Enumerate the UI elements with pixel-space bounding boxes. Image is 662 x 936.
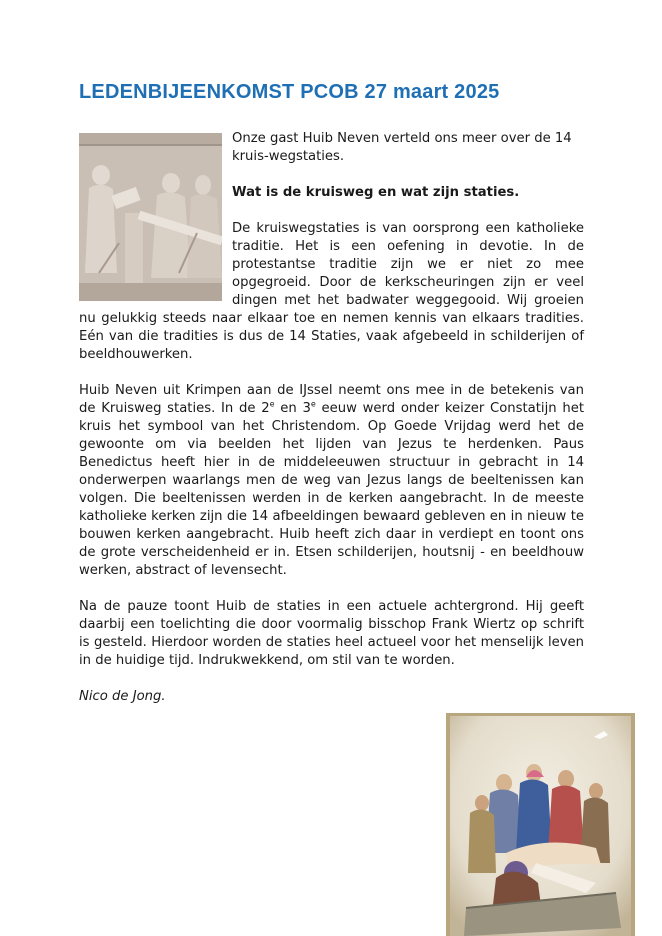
paragraph-2-part-1: Huib Neven uit Krimpen aan de IJssel neemt ons mee in de betekenis van de Kruisweg staties. In de 2 bbox=[79, 383, 584, 416]
article-body bbox=[79, 130, 584, 724]
paragraph-1: De kruiswegstaties is van oorsprong een katholieke traditie. Het is een oefening in devotie. In de protestantse traditie zijn we er niet zo mee opgegroeid. Door de kerkscheuringen zijn er veel dingen met het badwater weggegooid. Wij groeien nu gelukkig steeds naar elkaar toe en nemen kennis van elkaars tradities. Eén van die tradities is dus de 14 Staties, vaak afgebeeld in schilderijen of beeldhouwerken. bbox=[79, 221, 584, 362]
paragraph-2-part-2: en 3 bbox=[274, 401, 311, 416]
superscript-e-2: e bbox=[310, 399, 316, 409]
paragraph-3: Na de pauze toont Huib de staties in een actuele achtergrond. Hij geeft daarbij een toelichting die door voormalig bisschop Frank Wiertz op schrift is gesteld. Hierdoor worden de staties heel actueel voor het menselijk leven in de huidige tijd. Indrukwekkend, om stil van te worden. bbox=[79, 599, 584, 668]
stations-of-the-cross-painting bbox=[446, 713, 635, 936]
paragraph-2-part-3: eeuw werd onder keizer Constatijn het kruis het symbool van het Christendom. Op Goede Vrijdag werd het de gewoonte om via beelden het lijden van Jezus te herdenken. Paus Benedictus heeft hier in de middeleeuwen structuur in gebracht in 14 onderwerpen waarlangs men de weg van Jezus langs de beeltenissen kan volgen. Die beeltenissen werden in de kerken aangebracht. In de meeste katholieke kerken zijn die 14 afbeeldingen bewaard gebleven en in nieuw te bouwen kerken aangebracht. Huib heeft zich daar in verdiept en toont ons de grote verscheidenheid er in. Etsen schilderijen, houtsnij - en beeldhouw werken, abstract of levensecht. bbox=[79, 401, 584, 578]
intro-text: Onze gast Huib Neven verteld ons meer over de 14 kruis-wegstaties. bbox=[232, 131, 572, 164]
paragraph-2 bbox=[79, 382, 584, 580]
signature: Nico de Jong. bbox=[79, 689, 166, 704]
section-heading: Wat is de kruisweg en wat zijn staties. bbox=[232, 185, 520, 200]
stone-relief-photo bbox=[79, 133, 222, 301]
superscript-e-1: e bbox=[269, 399, 275, 409]
page-title: LEDENBIJEENKOMST PCOB 27 maart 2025 bbox=[79, 81, 500, 103]
